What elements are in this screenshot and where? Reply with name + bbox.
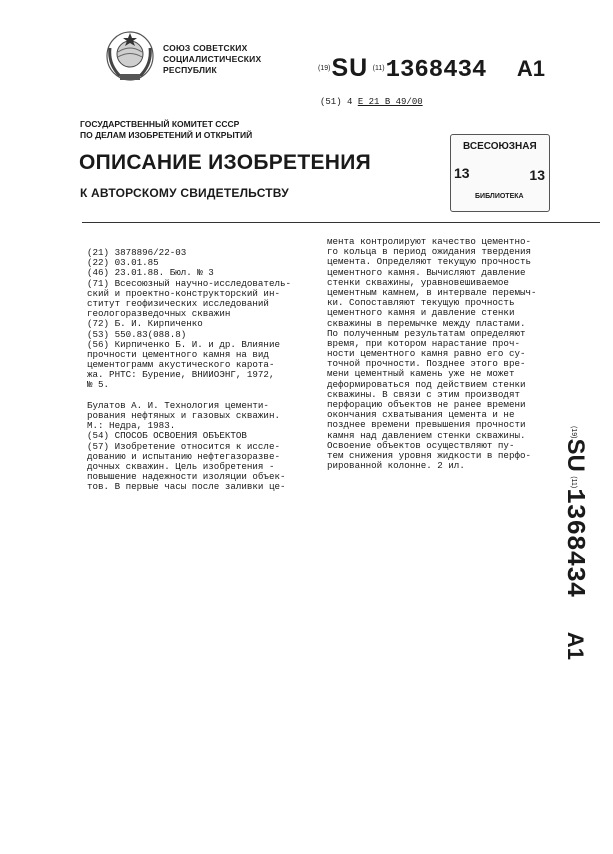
text-line: деформироваться под действием стенки [327, 378, 526, 390]
text-line: М.: Недра, 1983. [87, 420, 176, 432]
text-line: (71) Всесоюзный научно-исследователь- [87, 277, 291, 289]
text-line: (56) Кирпиченко Б. И. и др. Влияние [87, 338, 280, 350]
state-emblem-icon [104, 30, 156, 84]
patent-number-header [318, 54, 545, 84]
header-divider [82, 222, 600, 223]
patent-number: 1368434 [385, 57, 487, 84]
document-subtitle: К АВТОРСКОМУ СВИДЕТЕЛЬСТВУ [80, 186, 289, 200]
text-line: Освоение объектов осуществляют пу- [327, 439, 515, 451]
text-line: мени цементный камень уже не может [327, 368, 515, 380]
library-stamp [450, 134, 550, 212]
text-line: время, при котором нарастание проч- [327, 337, 520, 349]
text-line: дованию и испытанию нефтегазоразве- [87, 450, 280, 462]
text-line: тов. В первые часы после заливки це- [87, 481, 286, 493]
text-line: камня над давлением стенки скважины. [327, 429, 526, 441]
text-line: цемента. Определяют текущую прочность [327, 256, 531, 268]
vertical-country-code-label: (19) [570, 426, 577, 439]
org-line: РЕСПУБЛИК [163, 65, 217, 75]
text-line: ки. Сопоставляют текущую прочность [327, 297, 515, 309]
text-line: (57) Изобретение относится к иссле- [87, 440, 280, 452]
text-line: (54) СПОСОБ ОСВОЕНИЯ ОБЪЕКТОВ [87, 430, 247, 442]
text-line: позднее времени превышения прочности [327, 419, 526, 431]
text-line: стенки скважины, уравновешиваемое [327, 276, 509, 288]
stamp-right-number: 13 [529, 167, 545, 183]
text-line: (46) 23.01.88. Бюл. № 3 [87, 267, 214, 279]
text-line: ститут геофизических исследований [87, 297, 269, 309]
text-line: мента контролируют качество цементно- [327, 236, 531, 247]
org-line: СОЮЗ СОВЕТСКИХ [163, 43, 248, 53]
bibliographic-column [87, 248, 291, 493]
text-line: (72) Б. И. Кирпиченко [87, 318, 203, 330]
stamp-left-number: 13 [454, 165, 470, 181]
text-line: жа. РНТС: Бурение, ВНИИОЭНГ, 1972, [87, 369, 275, 381]
text-line: прочности цементного камня на вид [87, 348, 269, 360]
text-line: цементного камня. Вычисляют давление [327, 266, 526, 278]
text-line: ский и проектно-конструкторский ин- [87, 287, 280, 299]
text-line: Булатов А. И. Технология цементи- [87, 399, 269, 411]
text-line: цементного камня и давление стенки [327, 307, 515, 319]
text-line: геологоразведочных скважин [87, 308, 231, 320]
committee-name [80, 119, 252, 141]
text-line: повышение надежности изоляции объек- [87, 471, 286, 483]
country-code-label: (19) [318, 65, 331, 72]
union-name [163, 43, 261, 76]
patent-kind: A1 [516, 56, 545, 81]
org-line: СОЦИАЛИСТИЧЕСКИХ [163, 54, 262, 64]
number-code-label: (11) [372, 65, 385, 72]
text-line: тем снижения уровня жидкости в перфо- [327, 449, 531, 461]
ipc-class: E 21 B 49/00 [357, 97, 423, 107]
ipc-code-label: (51) 4 [320, 97, 353, 107]
vertical-patent-kind: A1 [563, 631, 588, 660]
text-line: окончания схватывания цемента и не [327, 409, 515, 421]
text-line: го кольца в период ожидания твердения [327, 246, 531, 258]
text-line: цементным камнем, в интервале перемыч- [327, 286, 537, 298]
vertical-number-code-label: (11) [570, 476, 577, 489]
stamp-bottom-text: БИБЛИОТЕКА [475, 193, 524, 200]
vertical-patent-number-value: 1368434 [560, 488, 590, 598]
text-line: дочных скважин. Цель изобретения - [87, 460, 275, 472]
committee-line: ПО ДЕЛАМ ИЗОБРЕТЕНИЙ И ОТКРЫТИЙ [80, 130, 253, 140]
text-line: точной прочности. Позднее этого вре- [327, 358, 526, 370]
committee-line: ГОСУДАРСТВЕННЫЙ КОМИТЕТ СССР [80, 119, 240, 129]
text-line: рования нефтяных и газовых скважин. [87, 410, 280, 421]
text-line: скважины. В связи с этим производят [327, 388, 520, 400]
abstract-column [327, 237, 537, 471]
text-line: По полученным результатам определяют [327, 327, 526, 339]
text-line: (53) 550.83(088.8) [87, 328, 187, 340]
text-line: перфорацию объектов не ранее времени [327, 399, 526, 410]
ipc-classification [320, 97, 423, 107]
document-title: ОПИСАНИЕ ИЗОБРЕТЕНИЯ [79, 151, 372, 174]
text-line: рированной колонне. 2 ил. [327, 460, 465, 472]
text-line: цементограмм акустического карота- [87, 359, 275, 371]
stamp-top-text: ВСЕСОЮЗНАЯ [463, 141, 537, 152]
text-line: (21) 3878896/22-03 [87, 247, 187, 258]
text-line: (22) 03.01.85 [87, 257, 159, 269]
vertical-country-code: SU [562, 438, 589, 472]
text-line: ности цементного камня равно его су- [327, 348, 526, 360]
text-line: № 5. [87, 379, 110, 391]
vertical-patent-number [555, 426, 595, 696]
text-line: скважины в перемычке между пластами. [327, 317, 526, 329]
country-code: SU [331, 54, 369, 82]
